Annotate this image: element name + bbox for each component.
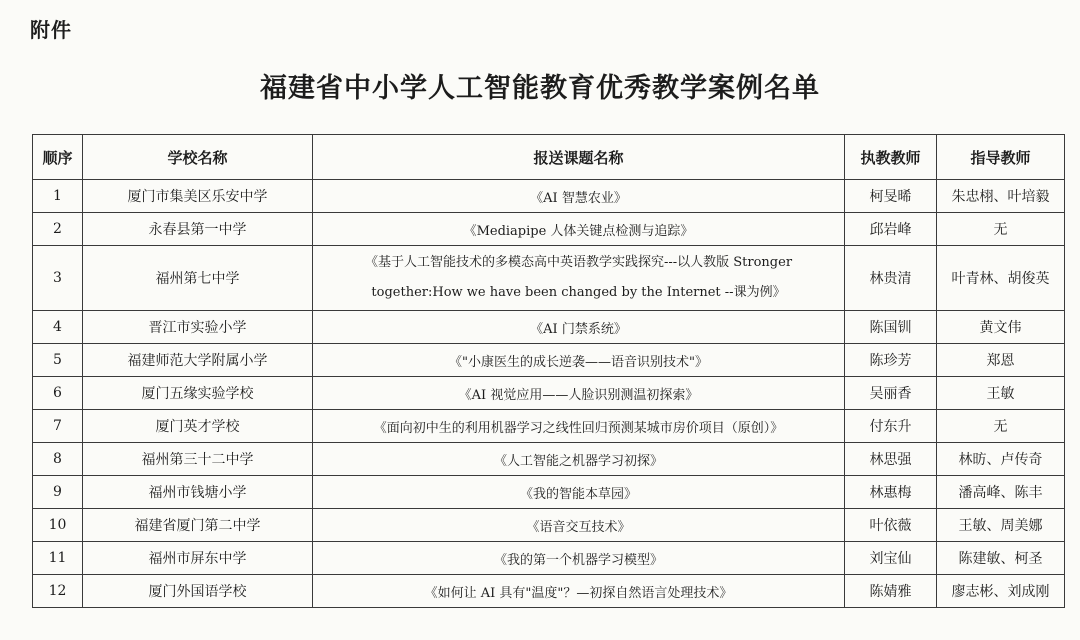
cell-order: 12 (33, 575, 83, 608)
cell-order: 3 (33, 246, 83, 311)
cell-advisor: 朱忠栩、叶培毅 (937, 180, 1065, 213)
table-row (33, 476, 1065, 509)
cell-advisor: 林昉、卢传奇 (937, 443, 1065, 476)
table-row (33, 443, 1065, 476)
cell-school: 福州市钱塘小学 (83, 476, 313, 509)
table-row (33, 213, 1065, 246)
cell-school: 福建师范大学附属小学 (83, 344, 313, 377)
attachment-label: 附件 (30, 18, 72, 42)
cell-teacher: 陈婧雅 (845, 575, 937, 608)
cell-teacher: 叶依薇 (845, 509, 937, 542)
cell-topic: 《人工智能之机器学习初探》 (313, 443, 845, 476)
cell-teacher: 刘宝仙 (845, 542, 937, 575)
column-header-topic: 报送课题名称 (313, 135, 845, 180)
cell-school: 福州第三十二中学 (83, 443, 313, 476)
cell-advisor: 叶青林、胡俊英 (937, 246, 1065, 311)
cell-teacher: 吴丽香 (845, 377, 937, 410)
table-row (33, 246, 1065, 311)
cell-school: 永春县第一中学 (83, 213, 313, 246)
column-header-school: 学校名称 (83, 135, 313, 180)
cell-teacher: 付东升 (845, 410, 937, 443)
cell-advisor: 黄文伟 (937, 311, 1065, 344)
cell-school: 厦门市集美区乐安中学 (83, 180, 313, 213)
cell-teacher: 陈珍芳 (845, 344, 937, 377)
column-header-teacher: 执教教师 (845, 135, 937, 180)
table-row (33, 180, 1065, 213)
cell-topic-line-1: 《基于人工智能技术的多模态高中英语教学实践探究---以人教版 Stronger (364, 255, 793, 270)
cell-order: 5 (33, 344, 83, 377)
table-row (33, 311, 1065, 344)
cell-school: 福建省厦门第二中学 (83, 509, 313, 542)
cell-topic: 《Mediapipe 人体关键点检测与追踪》 (313, 213, 845, 246)
table-row (33, 377, 1065, 410)
cell-order: 11 (33, 542, 83, 575)
cell-school: 厦门外国语学校 (83, 575, 313, 608)
cell-topic: 《我的第一个机器学习模型》 (313, 542, 845, 575)
cell-order: 6 (33, 377, 83, 410)
table-row (33, 509, 1065, 542)
cell-order: 7 (33, 410, 83, 443)
column-header-advisor: 指导教师 (937, 135, 1065, 180)
table-row (33, 575, 1065, 608)
cell-order: 8 (33, 443, 83, 476)
cell-advisor: 王敏、周美娜 (937, 509, 1065, 542)
cell-advisor: 陈建敏、柯圣 (937, 542, 1065, 575)
cell-school: 厦门英才学校 (83, 410, 313, 443)
cell-topic: 《AI 门禁系统》 (313, 311, 845, 344)
cell-school: 晋江市实验小学 (83, 311, 313, 344)
cell-topic: 《"小康医生的成长逆袭——语音识别技术"》 (313, 344, 845, 377)
column-header-order: 顺序 (33, 135, 83, 180)
document-title: 福建省中小学人工智能教育优秀教学案例名单 (260, 73, 820, 104)
cell-topic: 《如何让 AI 具有"温度"？—初探自然语言处理技术》 (313, 575, 845, 608)
cell-teacher: 林惠梅 (845, 476, 937, 509)
cell-topic: 《我的智能本草园》 (313, 476, 845, 509)
cell-school: 厦门五缘实验学校 (83, 377, 313, 410)
cell-teacher: 林贵清 (845, 246, 937, 311)
cell-advisor: 无 (937, 410, 1065, 443)
cell-topic: 《AI 智慧农业》 (313, 180, 845, 213)
cell-order: 2 (33, 213, 83, 246)
cell-topic-line-2: together:How we have been changed by the Internet --课为例》 (371, 285, 786, 300)
table-header-row (33, 135, 1065, 180)
cell-advisor: 廖志彬、刘成刚 (937, 575, 1065, 608)
cell-topic (313, 246, 845, 311)
table-row (33, 344, 1065, 377)
cell-school: 福州第七中学 (83, 246, 313, 311)
cell-advisor: 无 (937, 213, 1065, 246)
cell-school: 福州市屏东中学 (83, 542, 313, 575)
cell-advisor: 郑恩 (937, 344, 1065, 377)
cell-order: 1 (33, 180, 83, 213)
cell-order: 9 (33, 476, 83, 509)
cell-order: 10 (33, 509, 83, 542)
cell-advisor: 潘高峰、陈丰 (937, 476, 1065, 509)
cell-advisor: 王敏 (937, 377, 1065, 410)
cell-teacher: 林思强 (845, 443, 937, 476)
table-row (33, 410, 1065, 443)
cell-topic: 《语音交互技术》 (313, 509, 845, 542)
cell-topic: 《面向初中生的利用机器学习之线性回归预测某城市房价项目（原创）》 (313, 410, 845, 443)
cell-order: 4 (33, 311, 83, 344)
cell-teacher: 陈国钏 (845, 311, 937, 344)
case-list-table (32, 134, 1065, 608)
cell-teacher: 邱岩峰 (845, 213, 937, 246)
cell-topic: 《AI 视觉应用——人脸识别测温初探索》 (313, 377, 845, 410)
table-row (33, 542, 1065, 575)
cell-teacher: 柯旻晞 (845, 180, 937, 213)
